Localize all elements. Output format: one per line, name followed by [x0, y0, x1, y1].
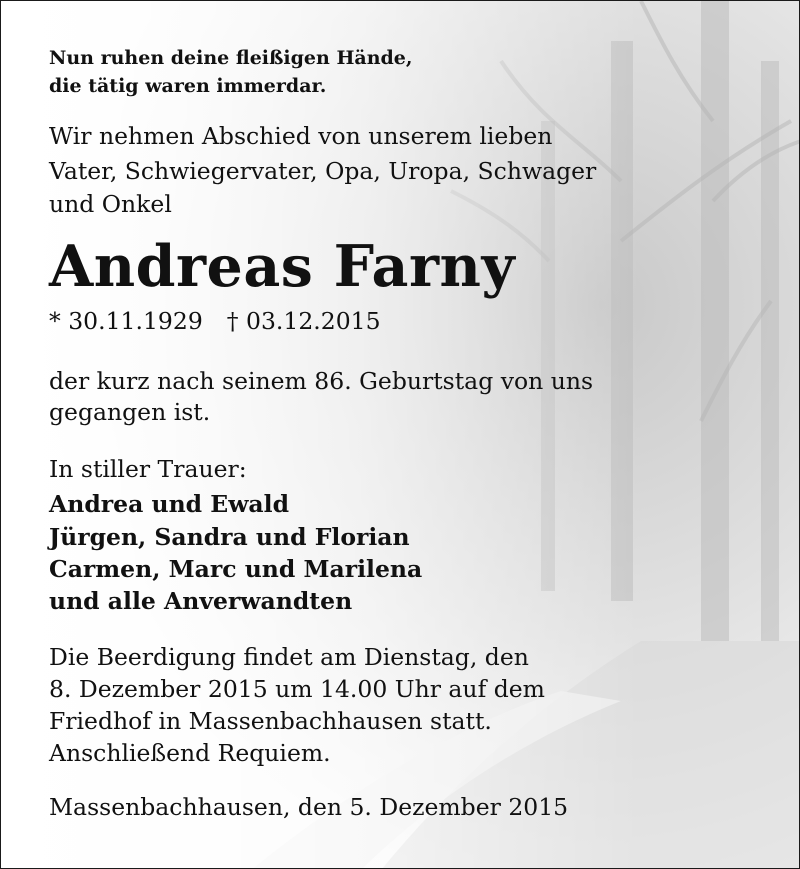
- funeral-line: Friedhof in Massenbachhausen statt.: [49, 707, 492, 735]
- mourner-name: Jürgen, Sandra und Florian: [49, 523, 410, 551]
- place-date: Massenbachhausen, den 5. Dezember 2015: [49, 793, 569, 821]
- verse-line: Nun ruhen deine fleißigen Hände,: [49, 47, 413, 69]
- funeral-line: Anschließend Requiem.: [49, 739, 331, 767]
- mourner-name: Andrea und Ewald: [49, 490, 290, 518]
- birth-date: * 30.11.1929: [49, 307, 203, 335]
- passing-line: der kurz nach seinem 86. Geburtstag von uns: [49, 367, 594, 395]
- notice-text: [49, 1, 799, 868]
- intro-line: Wir nehmen Abschied von unserem lieben: [49, 122, 553, 150]
- passing-line: gegangen ist.: [49, 398, 211, 426]
- intro-line: und Onkel: [49, 190, 172, 218]
- funeral-line: Die Beerdigung findet am Dienstag, den: [49, 643, 529, 671]
- life-dates: [49, 306, 381, 337]
- deceased-name: Andreas Farny: [49, 233, 516, 300]
- mourner-name: Carmen, Marc und Marilena: [49, 555, 423, 583]
- mourning-label: In stiller Trauer:: [49, 455, 247, 483]
- mourner-name: und alle Anverwandten: [49, 587, 353, 615]
- death-date: † 03.12.2015: [226, 307, 381, 335]
- verse-line: die tätig waren immerdar.: [49, 75, 327, 97]
- funeral-line: 8. Dezember 2015 um 14.00 Uhr auf dem: [49, 675, 545, 703]
- intro-line: Vater, Schwiegervater, Opa, Uropa, Schwager: [49, 157, 597, 185]
